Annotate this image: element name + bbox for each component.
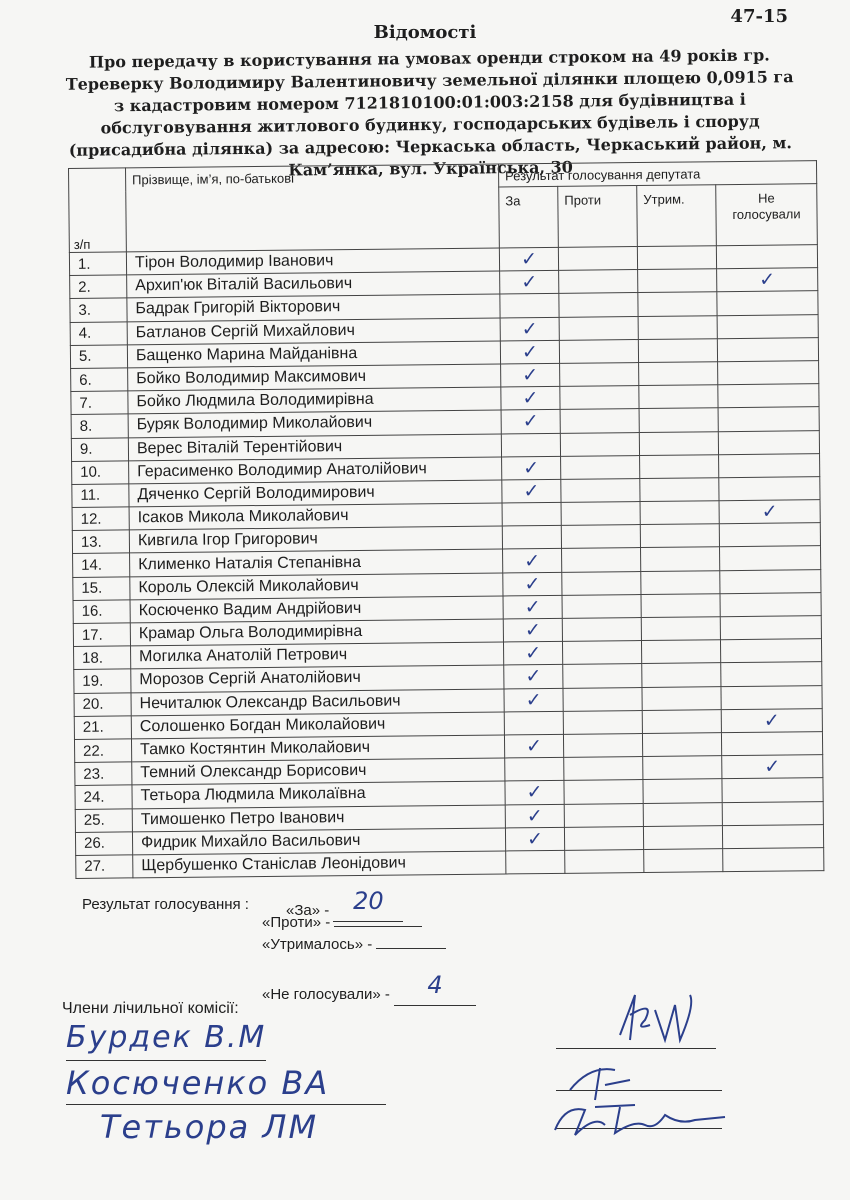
vote-cell-abstain xyxy=(638,315,717,339)
vote-cell-against xyxy=(558,247,637,271)
vote-cell-abstain xyxy=(639,431,718,455)
vote-cell-for xyxy=(499,247,558,271)
row-number: 6. xyxy=(71,368,128,392)
row-number: 22. xyxy=(74,739,131,763)
row-number: 13. xyxy=(72,530,129,554)
deputy-name: Клименко Наталія Степанівна xyxy=(130,549,503,576)
deputy-name: Буряк Володимир Миколайович xyxy=(128,410,501,437)
deputy-name: Крамар Ольга Володимирівна xyxy=(130,619,503,646)
subject-line: Тереверку Володимиру Валентиновичу земельної ділянки площею 0,0915 га xyxy=(65,67,794,94)
summary-against-label: «Проти» - xyxy=(262,914,331,931)
vote-cell-against xyxy=(559,270,638,294)
vote-cell-not-voted xyxy=(720,569,821,593)
vote-cell-against xyxy=(559,339,638,363)
check-mark-icon: ✓ xyxy=(522,387,539,410)
deputy-name: Дяченко Сергій Володимирович xyxy=(129,480,502,507)
vote-cell-against xyxy=(563,733,642,757)
vote-cell-abstain xyxy=(641,640,720,664)
vote-cell-not-voted xyxy=(717,291,818,315)
vote-cell-abstain xyxy=(642,686,721,710)
summary-against-field xyxy=(334,926,422,927)
header-name: Прізвище, ім’я, по-батькові xyxy=(126,164,500,252)
row-number: 4. xyxy=(70,321,127,345)
row-number: 11. xyxy=(72,484,129,508)
header-abstain: Утрим. xyxy=(637,185,717,247)
vote-cell-abstain xyxy=(641,547,720,571)
vote-cell-not-voted xyxy=(721,685,822,709)
vote-cell-not-voted xyxy=(723,847,824,871)
vote-cell-for xyxy=(504,665,563,689)
vote-cell-for xyxy=(503,572,562,596)
summary-abstain-label: «Утрималось» - xyxy=(262,936,373,953)
row-number: 25. xyxy=(75,808,132,832)
voting-table-body xyxy=(69,245,824,879)
row-number: 20. xyxy=(74,692,131,716)
vote-cell-against xyxy=(565,849,644,873)
vote-cell-for xyxy=(501,433,560,457)
summary-for-label: «За» - xyxy=(286,902,330,919)
deputy-name: Тетьора Людмила Миколаївна xyxy=(132,781,505,808)
commission-member: Тетьора ЛМ xyxy=(100,1108,319,1146)
vote-cell-for xyxy=(500,340,559,364)
signature-1 xyxy=(600,985,710,1055)
deputy-name: Герасименко Володимир Анатолійович xyxy=(129,457,502,484)
deputy-name: Тимошенко Петро Іванович xyxy=(132,804,505,831)
deputy-name: Бойко Володимир Максимович xyxy=(128,364,501,391)
vote-cell-not-voted xyxy=(718,430,819,454)
vote-cell-abstain xyxy=(641,570,720,594)
vote-cell-not-voted xyxy=(716,245,817,269)
row-number: 8. xyxy=(71,414,128,438)
vote-cell-not-voted xyxy=(718,361,819,385)
deputy-name: Тамко Костянтин Миколайович xyxy=(131,735,504,762)
check-mark-icon: ✓ xyxy=(520,248,538,271)
vote-cell-abstain xyxy=(642,733,721,757)
summary-for-value: 20 xyxy=(353,887,384,915)
vote-cell-for xyxy=(500,271,559,295)
vote-cell-abstain xyxy=(640,454,719,478)
vote-cell-against xyxy=(562,571,641,595)
vote-cell-not-voted xyxy=(722,778,823,802)
member-underline xyxy=(66,1104,386,1105)
vote-cell-not-voted xyxy=(720,546,821,570)
signature-3 xyxy=(545,1095,745,1145)
vote-cell-for xyxy=(504,711,563,735)
vote-cell-for xyxy=(502,526,561,550)
vote-cell-for xyxy=(505,781,564,805)
vote-cell-abstain xyxy=(639,362,718,386)
check-mark-icon: ✓ xyxy=(524,572,541,595)
header-against: Проти xyxy=(558,186,638,248)
voting-table xyxy=(68,160,824,879)
row-number: 23. xyxy=(75,762,132,786)
vote-cell-against xyxy=(564,826,643,850)
vote-cell-abstain xyxy=(638,292,717,316)
vote-cell-for xyxy=(503,595,562,619)
vote-cell-against xyxy=(561,502,640,526)
subject-line: (присадибна ділянка) за адресою: Черкаська область, Черкаський район, м. xyxy=(68,133,792,160)
vote-cell-for xyxy=(504,688,563,712)
vote-cell-not-voted xyxy=(721,662,822,686)
vote-cell-for xyxy=(500,294,559,318)
vote-cell-not-voted xyxy=(718,407,819,431)
check-mark-icon: ✓ xyxy=(522,364,539,387)
vote-cell-not-voted xyxy=(719,523,820,547)
check-mark-icon: ✓ xyxy=(526,827,544,851)
row-number: 24. xyxy=(75,785,132,809)
check-mark-icon: ✓ xyxy=(525,688,542,711)
summary-not-voted xyxy=(262,971,476,1006)
header-result: Результат голосування депутата xyxy=(498,161,816,187)
deputy-name: Нечиталюк Олександр Васильович xyxy=(131,689,504,716)
row-number: 1. xyxy=(69,252,126,276)
vote-cell-not-voted xyxy=(721,732,822,756)
vote-cell-against xyxy=(559,316,638,340)
vote-cell-for xyxy=(505,827,564,851)
vote-cell-abstain xyxy=(640,501,719,525)
header-not-voted: Не голосували xyxy=(716,184,818,246)
vote-cell-not-voted xyxy=(722,801,823,825)
subject-line: Про передачу в користування на умовах оренди строком на 49 років гр. xyxy=(88,45,770,72)
vote-cell-against xyxy=(563,710,642,734)
row-number: 16. xyxy=(73,600,130,624)
deputy-name: Бойко Людмила Володимирівна xyxy=(128,387,501,414)
summary-not-voted-value: 4 xyxy=(427,971,443,999)
vote-cell-not-voted xyxy=(717,337,818,361)
deputy-name: Фидрик Михайло Васильович xyxy=(132,828,505,855)
vote-cell-against xyxy=(561,525,640,549)
vote-cell-for xyxy=(502,456,561,480)
header-number: з/п xyxy=(69,168,127,253)
row-number: 19. xyxy=(74,669,131,693)
vote-cell-against xyxy=(560,386,639,410)
vote-cell-not-voted xyxy=(718,384,819,408)
row-number: 21. xyxy=(74,716,131,740)
vote-cell-not-voted xyxy=(720,592,821,616)
check-mark-icon: ✓ xyxy=(526,781,543,804)
vote-cell-for xyxy=(501,386,560,410)
check-mark-icon: ✓ xyxy=(759,268,776,292)
deputy-name: Кивгила Ігор Григорович xyxy=(129,526,502,553)
deputy-name: Бадрак Григорій Вікторович xyxy=(127,294,500,321)
summary-label: Результат голосування : xyxy=(82,896,249,913)
check-mark-icon: ✓ xyxy=(761,500,778,523)
vote-cell-abstain xyxy=(640,478,719,502)
vote-cell-abstain xyxy=(637,246,716,270)
vote-cell-not-voted xyxy=(720,639,821,663)
vote-cell-abstain xyxy=(641,594,720,618)
check-mark-icon: ✓ xyxy=(525,665,542,688)
row-number: 7. xyxy=(71,391,128,415)
row-number: 5. xyxy=(70,345,127,369)
vote-cell-abstain xyxy=(643,779,722,803)
vote-cell-abstain xyxy=(639,385,718,409)
summary-not-voted-label: «Не голосували» - xyxy=(262,986,390,1003)
vote-cell-for xyxy=(506,850,565,874)
row-number: 18. xyxy=(74,646,131,670)
vote-cell-against xyxy=(564,780,643,804)
vote-cell-against xyxy=(563,687,642,711)
vote-cell-abstain xyxy=(640,524,719,548)
vote-cell-for xyxy=(504,734,563,758)
deputy-name: Бащенко Марина Майданівна xyxy=(127,341,500,368)
row-number: 15. xyxy=(73,577,130,601)
check-mark-icon: ✓ xyxy=(524,595,541,619)
vote-cell-against xyxy=(562,641,641,665)
row-number: 26. xyxy=(75,832,132,856)
vote-cell-not-voted xyxy=(717,268,818,292)
row-number: 27. xyxy=(76,855,133,879)
vote-cell-not-voted xyxy=(720,616,821,640)
summary-against xyxy=(262,914,422,931)
deputy-name: Щербушенко Станіслав Леонідович xyxy=(133,851,506,878)
vote-cell-not-voted xyxy=(722,824,823,848)
vote-cell-abstain xyxy=(642,663,721,687)
vote-cell-abstain xyxy=(638,338,717,362)
commission-member: Косюченко ВА xyxy=(66,1064,330,1102)
subject-line: Кам’янка, вул. Українська, 30 xyxy=(288,157,573,180)
vote-cell-against xyxy=(560,409,639,433)
check-mark-icon: ✓ xyxy=(525,735,543,758)
deputy-name: Могилка Анатолій Петрович xyxy=(131,642,504,669)
document-number: 47-15 xyxy=(730,6,788,27)
vote-cell-for xyxy=(502,502,561,526)
deputy-name: Морозов Сергій Анатолійович xyxy=(131,665,504,692)
vote-cell-abstain xyxy=(643,756,722,780)
subject-line: обслуговування житлового будинку, господарських будівель і споруд xyxy=(100,111,760,138)
vote-cell-abstain xyxy=(642,709,721,733)
check-mark-icon: ✓ xyxy=(764,755,781,778)
row-number: 2. xyxy=(70,275,127,299)
vote-cell-abstain xyxy=(641,617,720,641)
vote-cell-against xyxy=(560,432,639,456)
vote-cell-not-voted xyxy=(721,708,822,732)
vote-cell-not-voted xyxy=(722,755,823,779)
subject-line: з кадастровим номером 7121810100:01:003:2158 для будівництва і xyxy=(113,89,746,116)
vote-cell-abstain xyxy=(638,269,717,293)
check-mark-icon: ✓ xyxy=(763,709,780,732)
deputy-name: Темний Олександр Борисович xyxy=(132,758,505,785)
summary-abstain-field xyxy=(376,948,446,949)
vote-cell-for xyxy=(503,642,562,666)
vote-cell-for xyxy=(502,479,561,503)
document-title: Відомості xyxy=(373,22,477,43)
vote-cell-against xyxy=(559,293,638,317)
deputy-name: Солошенко Богдан Миколайович xyxy=(131,712,504,739)
deputy-name: Тірон Володимир Іванович xyxy=(126,248,499,275)
row-number: 12. xyxy=(72,507,129,531)
vote-cell-for xyxy=(503,549,562,573)
check-mark-icon: ✓ xyxy=(523,480,540,503)
row-number: 10. xyxy=(72,461,129,485)
commission-member: Бурдек В.М xyxy=(66,1020,267,1055)
header-for: За xyxy=(499,186,559,248)
deputy-name: Косюченко Вадим Андрійович xyxy=(130,596,503,623)
vote-cell-against xyxy=(561,455,640,479)
vote-cell-for xyxy=(501,363,560,387)
check-mark-icon: ✓ xyxy=(521,340,539,364)
deputy-name: Батланов Сергій Михайлович xyxy=(127,318,500,345)
deputy-name: Ісаков Микола Миколайович xyxy=(129,503,502,530)
row-number: 9. xyxy=(71,437,128,461)
commission-label: Члени лічильної комісії: xyxy=(62,1000,239,1017)
vote-cell-not-voted xyxy=(717,314,818,338)
vote-cell-against xyxy=(564,803,643,827)
vote-cell-against xyxy=(562,618,641,642)
summary-not-voted-field xyxy=(394,971,476,1006)
row-number: 14. xyxy=(73,553,130,577)
vote-cell-for xyxy=(500,317,559,341)
summary-abstain xyxy=(262,936,446,953)
row-number: 17. xyxy=(73,623,130,647)
check-mark-icon: ✓ xyxy=(524,549,541,572)
check-mark-icon: ✓ xyxy=(523,456,540,480)
vote-cell-abstain xyxy=(639,408,718,432)
vote-cell-for xyxy=(501,410,560,434)
check-mark-icon: ✓ xyxy=(525,642,542,665)
vote-cell-not-voted xyxy=(719,500,820,524)
vote-cell-abstain xyxy=(644,849,723,873)
vote-cell-against xyxy=(562,594,641,618)
row-number: 3. xyxy=(70,298,127,322)
vote-cell-for xyxy=(505,757,564,781)
vote-cell-abstain xyxy=(643,802,722,826)
vote-cell-for xyxy=(503,618,562,642)
vote-cell-not-voted xyxy=(719,477,820,501)
check-mark-icon: ✓ xyxy=(521,317,538,340)
vote-cell-against xyxy=(564,757,643,781)
check-mark-icon: ✓ xyxy=(521,271,538,294)
deputy-name: Архип'юк Віталій Васильович xyxy=(127,271,500,298)
deputy-name: Король Олексій Миколайович xyxy=(130,573,503,600)
vote-cell-against xyxy=(563,664,642,688)
vote-cell-abstain xyxy=(643,825,722,849)
check-mark-icon: ✓ xyxy=(522,410,539,433)
vote-cell-for xyxy=(505,804,564,828)
vote-cell-against xyxy=(562,548,641,572)
vote-cell-against xyxy=(560,362,639,386)
vote-cell-against xyxy=(561,478,640,502)
vote-cell-not-voted xyxy=(719,453,820,477)
check-mark-icon: ✓ xyxy=(524,619,541,642)
deputy-name: Верес Віталій Терентійович xyxy=(128,433,501,460)
member-underline xyxy=(66,1060,266,1061)
check-mark-icon: ✓ xyxy=(526,804,543,827)
